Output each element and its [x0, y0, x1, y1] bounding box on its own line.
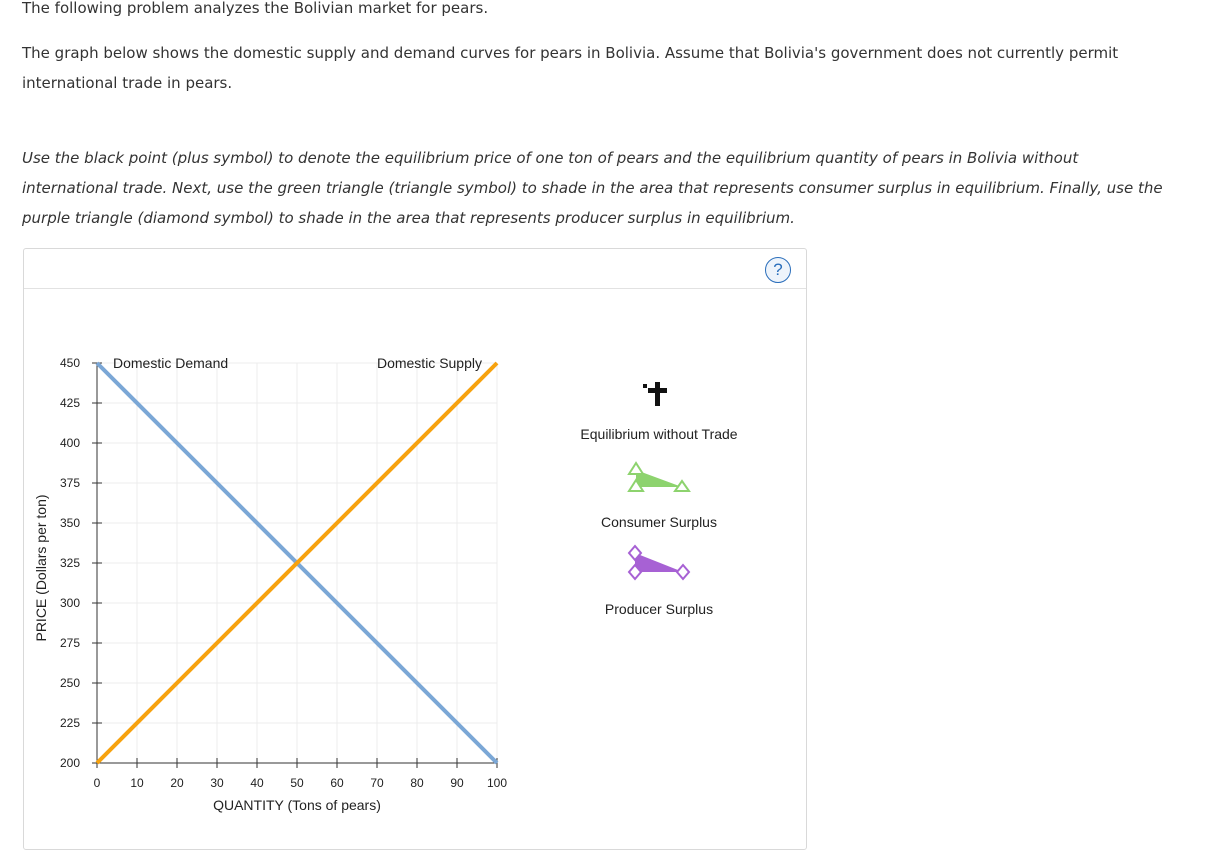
legend-producer-surplus-label: Producer Surplus — [604, 601, 714, 617]
y-tick-label: 200 — [59, 756, 80, 770]
y-tick-label: 450 — [59, 356, 80, 370]
help-icon[interactable]: ? — [765, 257, 791, 283]
x-tick-label: 30 — [210, 776, 224, 790]
x-tick-label: 70 — [370, 776, 384, 790]
plus-icon — [643, 382, 667, 406]
x-axis-title: QUANTITY (Tons of pears) — [213, 797, 381, 813]
y-tick-label: 250 — [59, 676, 80, 690]
equilibrium-tool[interactable] — [643, 382, 667, 406]
legend-consumer-surplus-label: Consumer Surplus — [601, 514, 717, 530]
x-tick-label: 10 — [130, 776, 144, 790]
diamond-icon — [629, 546, 689, 579]
y-tick-label: 225 — [59, 716, 80, 730]
x-tick-label: 20 — [170, 776, 184, 790]
y-tick-label: 325 — [59, 556, 80, 570]
x-tick-label: 90 — [450, 776, 464, 790]
x-tick-label: 100 — [486, 776, 508, 790]
y-tick-label: 375 — [59, 476, 80, 490]
y-tick-label: 275 — [59, 636, 80, 650]
description-text: The graph below shows the domestic supply and demand curves for pears in Bolivia. Assume that Bolivia's government does not currently permit international trade in pears. — [22, 44, 1119, 92]
consumer-surplus-tool[interactable] — [629, 463, 689, 491]
producer-surplus-tool[interactable] — [629, 546, 689, 579]
x-tick-label: 0 — [93, 776, 101, 790]
x-tick-label: 80 — [410, 776, 424, 790]
y-tick-label: 425 — [59, 396, 80, 410]
y-tick-label: 300 — [59, 596, 80, 610]
y-axis-title: PRICE (Dollars per ton) — [33, 494, 49, 642]
instructions-text: Use the black point (plus symbol) to denote the equilibrium price of one ton of pears and the equilibrium quantity of pears in Bolivia without international trade. Next, use the green triangle (triangle symbol) to shade in the area that represents consumer surplus in equilibrium. Finally, use the purple triangle (diamond symbol) to shade in the area that represents producer surplus in equilibrium. — [22, 149, 1163, 227]
x-tick-label: 60 — [330, 776, 344, 790]
legend-equilibrium-label: Equilibrium without Trade — [580, 426, 738, 442]
demand-curve-label: Domestic Demand — [113, 355, 229, 371]
x-tick-label: 40 — [250, 776, 264, 790]
intro-text: The following problem analyzes the Bolivian market for pears. — [22, 0, 489, 17]
y-tick-label: 350 — [59, 516, 80, 530]
triangle-icon — [629, 463, 689, 491]
supply-curve-label: Domestic Supply — [376, 355, 482, 371]
y-tick-label: 400 — [59, 436, 80, 450]
x-tick-label: 50 — [290, 776, 304, 790]
